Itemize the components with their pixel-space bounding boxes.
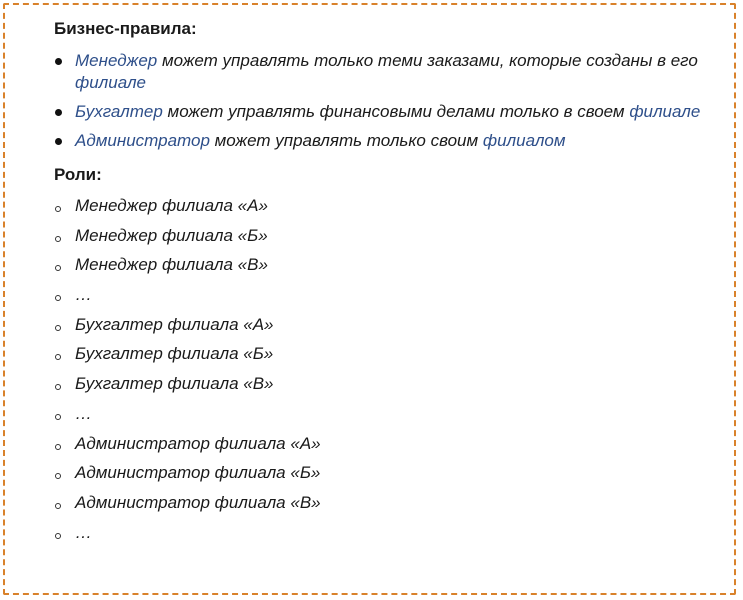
business-rules-heading: Бизнес-правила: bbox=[54, 19, 197, 38]
role-label: … bbox=[75, 403, 92, 423]
circle-bullet-icon bbox=[55, 473, 61, 479]
role-label: Администратор филиала «А» bbox=[75, 433, 321, 453]
rule-role: Бухгалтер bbox=[75, 102, 163, 121]
role-label: Администратор филиала «Б» bbox=[75, 463, 321, 483]
role-label: Бухгалтер филиала «В» bbox=[75, 374, 274, 394]
circle-bullet-icon bbox=[55, 414, 61, 420]
circle-bullet-icon bbox=[55, 533, 61, 539]
rule-object: филиале bbox=[75, 73, 147, 92]
circle-bullet-icon bbox=[55, 384, 61, 390]
role-item bbox=[54, 373, 724, 403]
rule-object: филиале bbox=[629, 102, 701, 121]
document-content bbox=[54, 18, 724, 551]
roles-heading: Роли: bbox=[54, 165, 102, 184]
bullet-icon bbox=[55, 138, 62, 145]
rule-role: Администратор bbox=[75, 131, 210, 150]
bullet-icon bbox=[55, 58, 62, 65]
role-item bbox=[54, 195, 724, 225]
role-label: Менеджер филиала «Б» bbox=[75, 225, 268, 245]
role-label: Менеджер филиала «А» bbox=[75, 196, 268, 215]
circle-bullet-icon bbox=[55, 265, 61, 271]
role-item bbox=[54, 254, 724, 284]
role-label: Бухгалтер филиала «А» bbox=[75, 314, 274, 334]
circle-bullet-icon bbox=[55, 206, 61, 212]
role-label: Администратор филиала «В» bbox=[75, 492, 321, 512]
role-label: Бухгалтер филиала «Б» bbox=[75, 344, 274, 364]
role-item bbox=[54, 462, 724, 492]
role-label: Менеджер филиала «В» bbox=[75, 255, 268, 275]
role-label: … bbox=[75, 522, 92, 542]
rule-item bbox=[54, 101, 724, 123]
role-item bbox=[54, 343, 724, 373]
role-label: … bbox=[75, 285, 92, 305]
roles-list bbox=[54, 195, 724, 551]
role-item bbox=[54, 403, 724, 433]
role-item bbox=[54, 225, 724, 255]
circle-bullet-icon bbox=[55, 325, 61, 331]
bullet-icon bbox=[55, 109, 62, 116]
circle-bullet-icon bbox=[55, 295, 61, 301]
circle-bullet-icon bbox=[55, 503, 61, 509]
role-item bbox=[54, 284, 724, 314]
role-item bbox=[54, 492, 724, 522]
circle-bullet-icon bbox=[55, 354, 61, 360]
rule-text: может управлять только своим bbox=[209, 131, 483, 150]
role-item bbox=[54, 522, 724, 552]
rule-text: может управлять финансовыми делами только в своем bbox=[162, 102, 630, 121]
business-rules-list bbox=[54, 50, 724, 152]
rule-role: Менеджер bbox=[75, 51, 158, 70]
role-item bbox=[54, 433, 724, 463]
rule-object: филиалом bbox=[482, 131, 566, 150]
rule-item bbox=[54, 50, 724, 94]
rule-item bbox=[54, 130, 724, 152]
circle-bullet-icon bbox=[55, 444, 61, 450]
circle-bullet-icon bbox=[55, 236, 61, 242]
role-item bbox=[54, 314, 724, 344]
rule-text: может управлять только теми заказами, которые созданы в его bbox=[157, 51, 698, 70]
